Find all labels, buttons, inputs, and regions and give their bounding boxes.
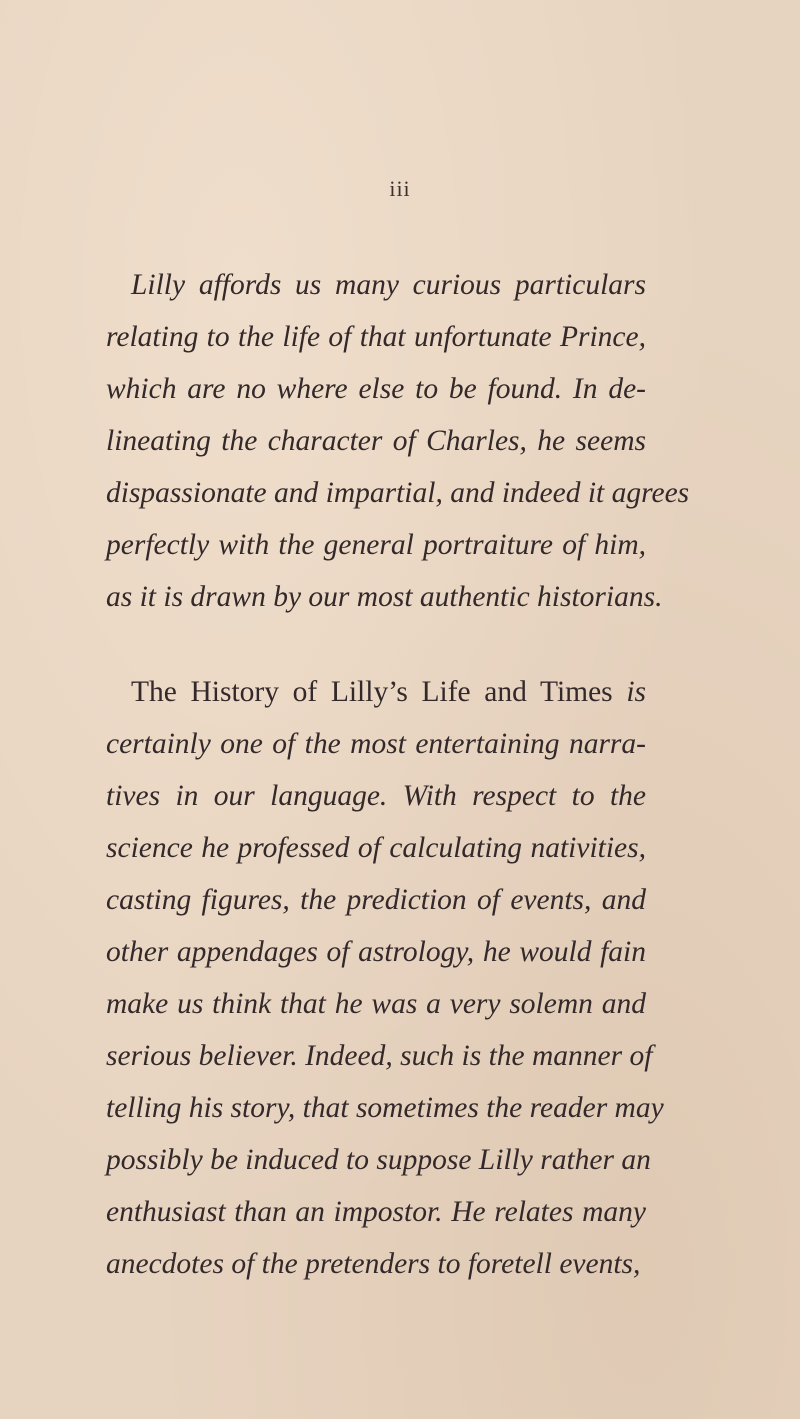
text-line: as it is drawn by our most authentic historians. (106, 581, 663, 613)
text-line: Lilly affords us many curious particulars (131, 269, 646, 301)
text-line: serious believer. Indeed, such is the manner of (106, 1040, 653, 1072)
text-line: enthusiast than an impostor. He relates many (106, 1196, 646, 1228)
text-line: casting figures, the prediction of events, and (106, 884, 646, 916)
text-line: science he professed of calculating nativities, (106, 832, 646, 864)
text-line: lineating the character of Charles, he seems (106, 425, 646, 457)
text-line: certainly one of the most entertaining narra- (106, 728, 646, 760)
text-fragment: is (626, 676, 646, 708)
text-line: anecdotes of the pretenders to foretell events, (106, 1248, 641, 1280)
text-line: make us think that he was a very solemn and (106, 988, 646, 1020)
text-line (131, 675, 646, 709)
text-line: perfectly with the general portraiture of him, (106, 529, 646, 561)
book-title: The History of Lilly’s Life and Times (131, 676, 613, 708)
page-number: iii (389, 176, 411, 201)
text-line: relating to the life of that unfortunate Prince, (106, 321, 646, 353)
text-line: tives in our language. With respect to the (106, 780, 646, 812)
text-line: possibly be induced to suppose Lilly rather an (106, 1144, 651, 1176)
text-line: telling his story, that sometimes the reader may (106, 1092, 664, 1124)
text-line: dispassionate and impartial, and indeed it agrees (106, 477, 690, 509)
text-line: which are no where else to be found. In de- (106, 373, 646, 405)
text-line: other appendages of astrology, he would fain (106, 936, 646, 968)
